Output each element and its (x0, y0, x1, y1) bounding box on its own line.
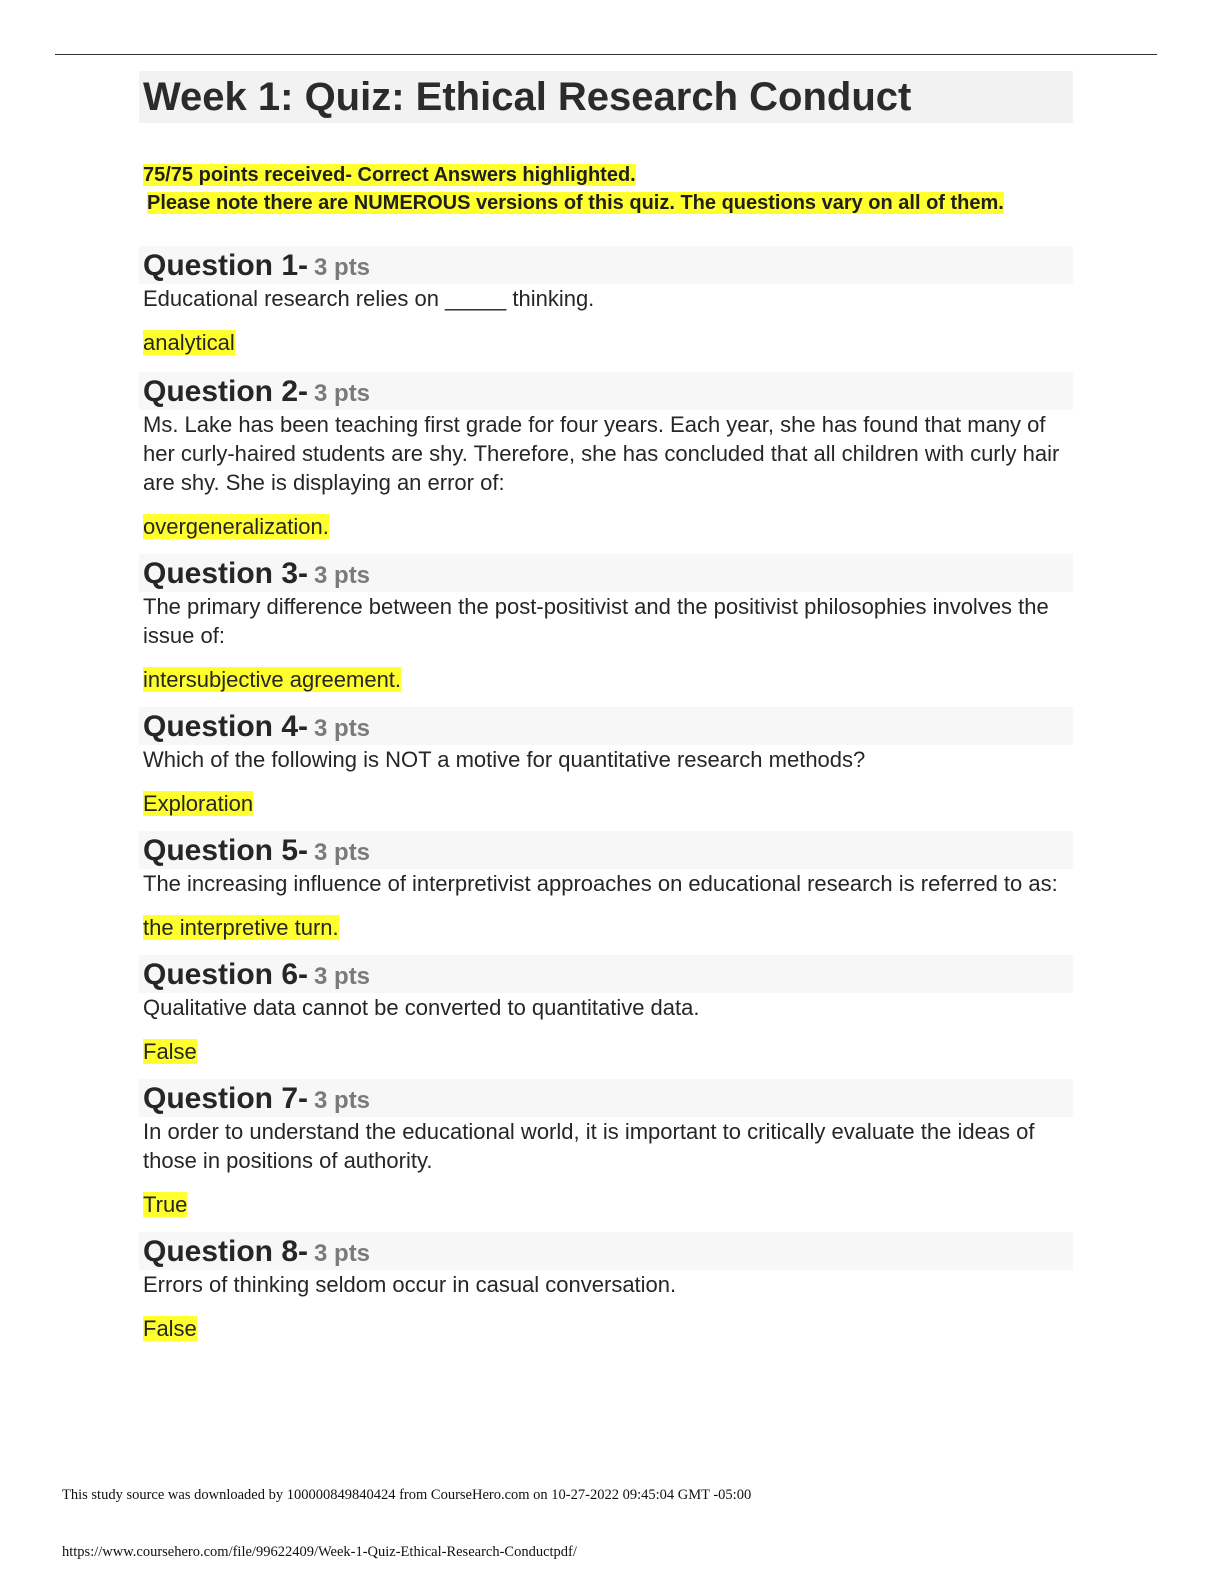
correct-answer (139, 1037, 1073, 1066)
question-header (139, 246, 1073, 284)
score-summary: 75/75 points received- Correct Answers highlighted. (143, 164, 636, 186)
correct-answer (139, 665, 1073, 694)
question-text: The primary difference between the post-positivist and the positivist philosophies involves the issue of: (143, 594, 1049, 648)
question-block-3 (139, 554, 1073, 694)
answer-highlight: False (143, 1039, 197, 1064)
question-text: Qualitative data cannot be converted to quantitative data. (143, 995, 700, 1020)
question-block-8 (139, 1232, 1073, 1343)
question-header (139, 554, 1073, 592)
question-label: Question 3- (143, 557, 309, 590)
correct-answer (139, 913, 1073, 942)
question-header (139, 1079, 1073, 1117)
correct-answer (139, 328, 1073, 357)
question-header (139, 707, 1073, 745)
correct-answer (139, 1190, 1073, 1219)
question-block-5 (139, 831, 1073, 942)
question-points: 3 pts (314, 1087, 371, 1114)
question-header (139, 955, 1073, 993)
answer-highlight: intersubjective agreement. (143, 667, 402, 692)
question-points: 3 pts (314, 715, 371, 742)
question-block-7 (139, 1079, 1073, 1219)
page-title: Week 1: Quiz: Ethical Research Conduct (139, 71, 1073, 123)
question-label: Question 4- (143, 710, 309, 743)
answer-highlight: True (143, 1192, 188, 1217)
correct-answer (139, 512, 1073, 541)
question-label: Question 1- (143, 249, 309, 282)
source-url[interactable]: https://www.coursehero.com/file/99622409/Week-1-Quiz-Ethical-Research-Conductpdf/ (62, 1544, 577, 1560)
question-block-6 (139, 955, 1073, 1066)
question-header (139, 372, 1073, 410)
question-block-2 (139, 372, 1073, 541)
answer-highlight: analytical (143, 330, 235, 355)
question-label: Question 5- (143, 834, 309, 867)
question-text: Which of the following is NOT a motive for quantitative research methods? (143, 747, 866, 772)
question-text: Educational research relies on _____ thinking. (143, 286, 595, 311)
question-points: 3 pts (314, 254, 371, 281)
question-block-4 (139, 707, 1073, 818)
answer-highlight: overgeneralization. (143, 514, 329, 539)
question-block-1 (139, 246, 1073, 357)
top-rule (55, 54, 1157, 55)
answer-highlight: False (143, 1316, 197, 1341)
question-points: 3 pts (314, 562, 371, 589)
question-label: Question 8- (143, 1235, 309, 1268)
question-text: Ms. Lake has been teaching first grade for four years. Each year, she has found that many of her curly-haired students are shy. Therefore, she has concluded that all children with curly hair are shy. She is displaying an error of: (143, 412, 1060, 495)
quiz-document (139, 71, 1073, 1343)
question-points: 3 pts (314, 380, 371, 407)
question-label: Question 6- (143, 958, 309, 991)
question-header (139, 831, 1073, 869)
question-points: 3 pts (314, 1240, 371, 1267)
correct-answer (139, 1314, 1073, 1343)
question-text: In order to understand the educational world, it is important to critically evaluate the ideas of those in positions of authority. (143, 1119, 1035, 1173)
answer-highlight: Exploration (143, 791, 254, 816)
question-label: Question 2- (143, 375, 309, 408)
question-text: The increasing influence of interpretivist approaches on educational research is referred to as: (143, 871, 1058, 896)
question-label: Question 7- (143, 1082, 309, 1115)
correct-answer (139, 789, 1073, 818)
score-notice (139, 161, 1073, 217)
download-source-note: This study source was downloaded by 100000849840424 from CourseHero.com on 10-27-2022 09:45:04 GMT -05:00 (62, 1487, 752, 1503)
answer-highlight: the interpretive turn. (143, 915, 339, 940)
question-points: 3 pts (314, 963, 371, 990)
question-header (139, 1232, 1073, 1270)
versions-note: Please note there are NUMEROUS versions of this quiz. The questions vary on all of them. (147, 192, 1004, 214)
question-text: Errors of thinking seldom occur in casual conversation. (143, 1272, 677, 1297)
question-points: 3 pts (314, 839, 371, 866)
